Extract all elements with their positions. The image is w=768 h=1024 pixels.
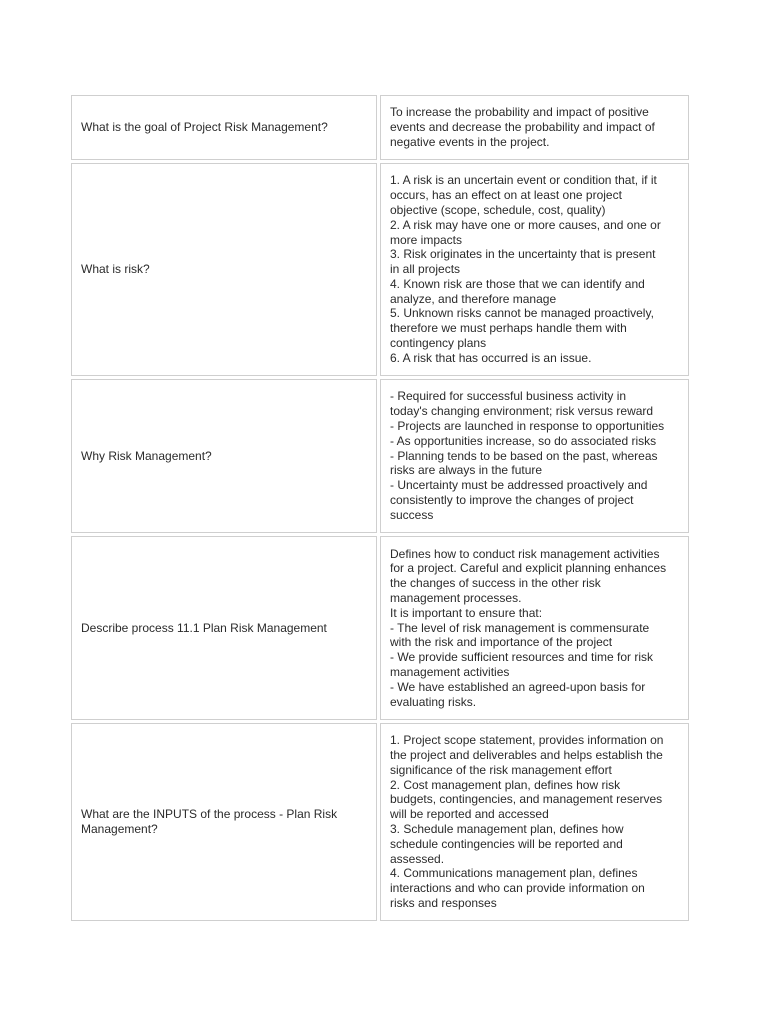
card-term	[71, 95, 377, 160]
card-definition-text: 1. A risk is an uncertain event or condition that, if it occurs, has an effect on at least one project objective (scope, schedule, cost, quality) 2. A risk may have one or more causes, and one or more impacts 3. Risk originates in the uncertainty that is present in all projects 4. Known risk are those that we can identify and analyze, and therefore manage 5. Unknown risks cannot be managed proactively, therefore we must perhaps handle them with contingency plans 6. A risk that has occurred is an issue.	[390, 173, 661, 365]
card-term-text: Describe process 11.1 Plan Risk Management	[81, 620, 327, 635]
card-definition	[380, 163, 689, 376]
card-row	[71, 723, 689, 921]
card-row	[71, 536, 689, 720]
card-definition-text: To increase the probability and impact of positive events and decrease the probability and impact of negative events in the project.	[390, 105, 655, 149]
card-row	[71, 379, 689, 533]
card-row	[71, 163, 689, 376]
card-definition	[380, 379, 689, 533]
card-term	[71, 723, 377, 921]
card-definition-text: - Required for successful business activity in today's changing environment; risk versus reward - Projects are launched in response to opportunities - As opportunities increase, so do associated risks - Planning tends to be based on the past, whereas risks are always in the future - Uncertainty must be addressed proactively and consistently to improve the changes of project success	[390, 389, 665, 522]
card-definition	[380, 95, 689, 160]
card-term-text: What is the goal of Project Risk Management?	[81, 120, 328, 135]
card-definition	[380, 723, 689, 921]
card-definition-text: Defines how to conduct risk management activities for a project. Careful and explicit planning enhances the changes of success in the other risk management processes. It is important to ensure that: - The level of risk management is commensurate with the risk and importance of the project - We provide sufficient resources and time for risk management activities - We have established an agreed-upon basis for evaluating risks.	[390, 546, 667, 709]
card-definition	[380, 536, 689, 720]
card-term-text: Why Risk Management?	[81, 448, 212, 463]
card-term	[71, 536, 377, 720]
card-term-text: What is risk?	[81, 262, 150, 277]
card-term	[71, 379, 377, 533]
flashcard-table	[71, 95, 689, 924]
card-row	[71, 95, 689, 160]
card-term	[71, 163, 377, 376]
card-definition-text: 1. Project scope statement, provides information on the project and deliverables and helps establish the significance of the risk management effort 2. Cost management plan, defines how risk budgets, contingencies, and management reserves will be reported and accessed 3. Schedule management plan, defines how schedule contingencies will be reported and assessed. 4. Communications management plan, defines interactions and who can provide information on risks and responses	[390, 733, 664, 910]
card-term-text: What are the INPUTS of the process - Plan Risk Management?	[81, 807, 338, 836]
